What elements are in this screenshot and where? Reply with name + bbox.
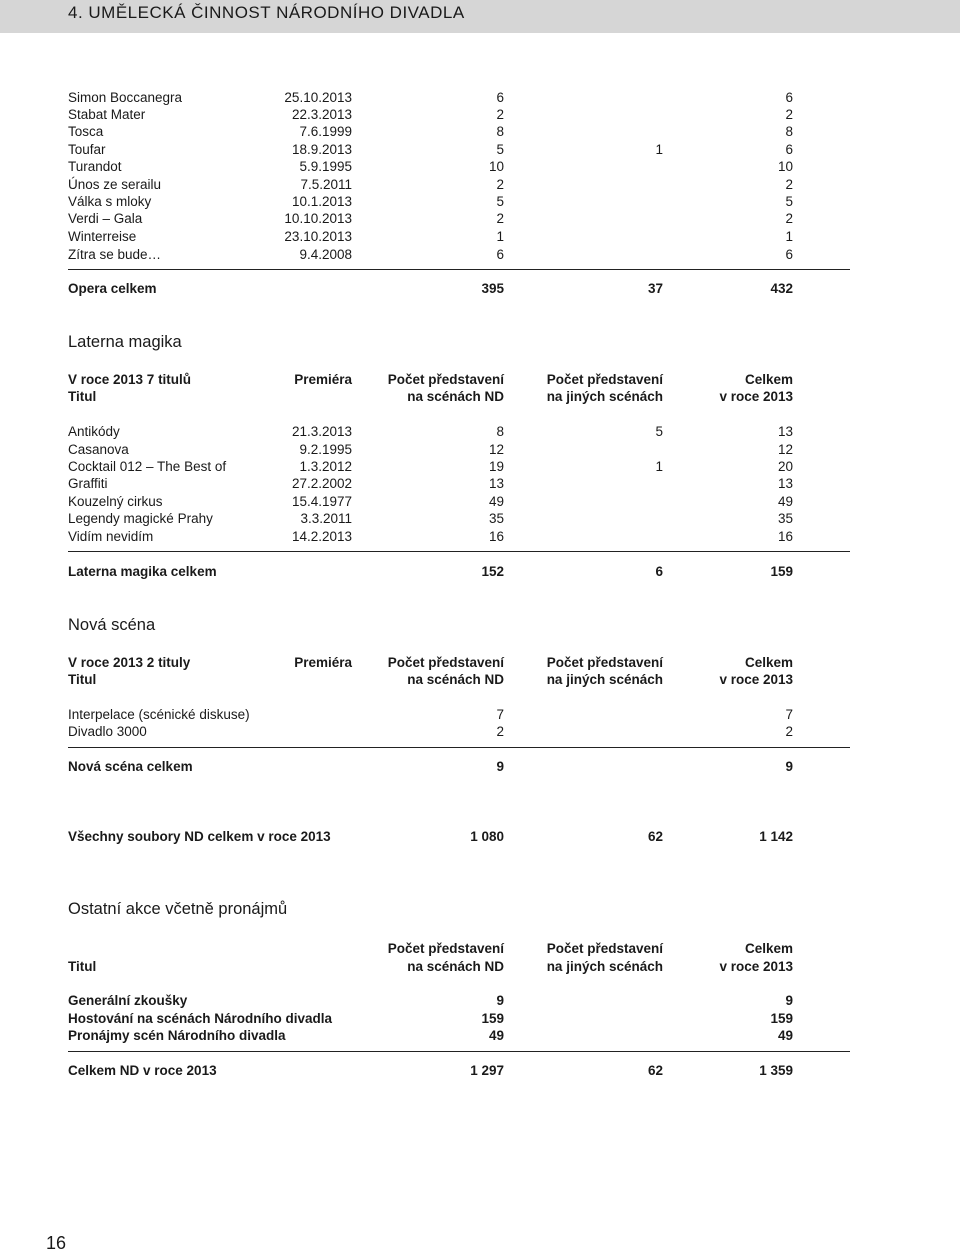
divider xyxy=(68,747,850,748)
header-premiere: Premiéra xyxy=(294,655,352,670)
header-title: Titul xyxy=(68,389,97,404)
divider xyxy=(68,1051,850,1052)
row-title: Legendy magické Prahy xyxy=(68,511,213,526)
opera-total-row xyxy=(68,280,793,297)
table-header xyxy=(68,671,793,688)
row-nd: 19 xyxy=(488,459,504,474)
total-other: 62 xyxy=(647,829,663,844)
header-other: Počet představení xyxy=(546,655,663,670)
row-premiere: 7.5.2011 xyxy=(300,177,352,192)
row-total: 9 xyxy=(785,993,793,1008)
total-label: Nová scéna celkem xyxy=(68,759,193,774)
row-premiere: 9.2.1995 xyxy=(299,442,352,457)
row-premiere: 3.3.2011 xyxy=(300,511,352,526)
row-title: Kouzelný cirkus xyxy=(68,494,163,509)
row-title: Casanova xyxy=(68,442,129,457)
table-row xyxy=(68,723,793,740)
row-nd: 2 xyxy=(496,177,504,192)
row-title: Turandot xyxy=(68,159,122,174)
row-premiere: 18.9.2013 xyxy=(291,142,352,157)
header-other: na jiných scénách xyxy=(546,389,663,404)
total-nd: 395 xyxy=(481,281,504,296)
row-nd: 6 xyxy=(496,247,504,262)
row-total: 2 xyxy=(785,724,793,739)
row-total: 1 xyxy=(785,229,793,244)
row-premiere: 15.4.1977 xyxy=(291,494,352,509)
header-count: V roce 2013 2 tituly xyxy=(68,655,191,670)
row-other: 1 xyxy=(655,459,663,474)
table-row xyxy=(68,106,793,123)
row-other: 5 xyxy=(655,424,663,439)
row-nd: 10 xyxy=(488,159,504,174)
header-nd: Počet představení xyxy=(387,655,504,670)
row-premiere: 27.2.2002 xyxy=(291,476,352,491)
header-title: Titul xyxy=(68,959,97,974)
row-title: Pronájmy scén Národního divadla xyxy=(68,1028,286,1043)
laterna-total-row xyxy=(68,563,793,580)
row-title: Graffiti xyxy=(68,476,108,491)
row-nd: 2 xyxy=(496,211,504,226)
section-title-ostatni: Ostatní akce včetně pronájmů xyxy=(68,900,288,918)
table-row xyxy=(68,176,793,193)
table-row xyxy=(68,528,793,545)
row-premiere: 1.3.2012 xyxy=(299,459,352,474)
row-title: Verdi – Gala xyxy=(68,211,143,226)
total-total: 159 xyxy=(770,564,793,579)
row-premiere: 9.4.2008 xyxy=(299,247,352,262)
row-nd: 9 xyxy=(496,993,504,1008)
header-premiere: Premiéra xyxy=(294,372,352,387)
row-nd: 12 xyxy=(488,442,504,457)
row-title: Winterreise xyxy=(68,229,137,244)
row-nd: 2 xyxy=(496,724,504,739)
total-total: 9 xyxy=(785,759,793,774)
header-other: Počet představení xyxy=(546,941,663,956)
total-label: Opera celkem xyxy=(68,281,157,296)
row-nd: 7 xyxy=(496,707,504,722)
table-row xyxy=(68,441,793,458)
header-total: v roce 2013 xyxy=(719,672,793,687)
row-title: Divadlo 3000 xyxy=(68,724,147,739)
total-total: 1 142 xyxy=(759,829,793,844)
row-title: Antikódy xyxy=(68,424,120,439)
header-nd: na scénách ND xyxy=(407,959,504,974)
header-nd: na scénách ND xyxy=(407,389,504,404)
header-other: Počet představení xyxy=(546,372,663,387)
table-row xyxy=(68,141,793,158)
row-title: Zítra se bude… xyxy=(68,247,162,262)
header-total: Celkem xyxy=(744,372,793,387)
row-total: 6 xyxy=(785,90,793,105)
row-nd: 159 xyxy=(481,1011,504,1026)
header-total: Celkem xyxy=(744,941,793,956)
grand-total-row xyxy=(68,828,793,845)
table-row xyxy=(68,158,793,175)
table-row xyxy=(68,210,793,227)
table-row xyxy=(68,193,793,210)
row-total: 49 xyxy=(777,494,793,509)
row-total: 2 xyxy=(785,177,793,192)
table-header xyxy=(68,388,793,405)
row-title: Stabat Mater xyxy=(68,107,146,122)
header-count: V roce 2013 7 titulů xyxy=(68,372,192,387)
total-other: 62 xyxy=(647,1063,663,1078)
table-row xyxy=(68,1027,793,1044)
row-total: 20 xyxy=(777,459,793,474)
row-total: 2 xyxy=(785,107,793,122)
row-total: 8 xyxy=(785,124,793,139)
row-total: 12 xyxy=(777,442,793,457)
divider xyxy=(68,551,850,552)
header-total: v roce 2013 xyxy=(719,389,793,404)
row-nd: 6 xyxy=(496,90,504,105)
row-total: 159 xyxy=(770,1011,793,1026)
row-premiere: 7.6.1999 xyxy=(299,124,352,139)
table-row xyxy=(68,89,793,106)
header-nd: Počet představení xyxy=(387,372,504,387)
row-premiere: 21.3.2013 xyxy=(291,424,352,439)
total-total: 1 359 xyxy=(759,1063,793,1078)
row-total: 7 xyxy=(785,707,793,722)
row-nd: 5 xyxy=(496,142,504,157)
row-nd: 5 xyxy=(496,194,504,209)
table-row xyxy=(68,475,793,492)
header-nd: na scénách ND xyxy=(407,672,504,687)
total-other: 37 xyxy=(647,281,663,296)
row-title: Vidím nevidím xyxy=(68,529,154,544)
total-label: Laterna magika celkem xyxy=(68,564,217,579)
row-premiere: 25.10.2013 xyxy=(284,90,352,105)
header-title: Titul xyxy=(68,672,97,687)
header-total: v roce 2013 xyxy=(719,959,793,974)
total-label: Celkem ND v roce 2013 xyxy=(68,1063,217,1078)
total-nd: 1 080 xyxy=(470,829,504,844)
row-premiere: 14.2.2013 xyxy=(291,529,352,544)
row-nd: 49 xyxy=(488,1028,504,1043)
row-total: 6 xyxy=(785,247,793,262)
table-header xyxy=(68,940,793,957)
page-number: 16 xyxy=(46,1233,67,1253)
row-nd: 35 xyxy=(488,511,504,526)
row-total: 13 xyxy=(777,424,793,439)
table-row xyxy=(68,706,793,723)
row-total: 16 xyxy=(777,529,793,544)
total-nd: 9 xyxy=(496,759,504,774)
row-total: 13 xyxy=(777,476,793,491)
table-header xyxy=(68,654,793,671)
row-other: 1 xyxy=(655,142,663,157)
row-title: Únos ze serailu xyxy=(68,177,162,192)
row-title: Cocktail 012 – The Best of xyxy=(68,459,227,474)
total-label: Všechny soubory ND celkem v roce 2013 xyxy=(68,829,331,844)
row-total: 2 xyxy=(785,211,793,226)
section-title-laterna: Laterna magika xyxy=(68,333,182,351)
total-nd: 1 297 xyxy=(470,1063,504,1078)
row-title: Generální zkoušky xyxy=(68,993,188,1008)
row-total: 49 xyxy=(777,1028,793,1043)
header-other: na jiných scénách xyxy=(546,672,663,687)
row-title: Válka s mloky xyxy=(68,194,152,209)
header-other: na jiných scénách xyxy=(546,959,663,974)
row-nd: 49 xyxy=(488,494,504,509)
row-nd: 1 xyxy=(496,229,504,244)
row-title: Tosca xyxy=(68,124,104,139)
table-row xyxy=(68,123,793,140)
row-total: 5 xyxy=(785,194,793,209)
total-other: 6 xyxy=(655,564,663,579)
divider xyxy=(68,269,850,270)
table-row xyxy=(68,510,793,527)
table-row xyxy=(68,1010,793,1027)
row-title: Interpelace (scénické diskuse) xyxy=(68,707,250,722)
total-total: 432 xyxy=(770,281,793,296)
table-row xyxy=(68,423,793,440)
table-row xyxy=(68,992,793,1009)
table-row xyxy=(68,458,793,475)
row-premiere: 10.10.2013 xyxy=(284,211,352,226)
row-title: Hostování na scénách Národního divadla xyxy=(68,1011,333,1026)
row-nd: 13 xyxy=(488,476,504,491)
row-nd: 8 xyxy=(496,124,504,139)
chapter-title: 4. UMĚLECKÁ ČINNOST NÁRODNÍHO DIVADLA xyxy=(68,3,465,22)
nova-total-row xyxy=(68,758,793,775)
row-premiere: 22.3.2013 xyxy=(291,107,352,122)
table-header xyxy=(68,958,793,975)
table-row xyxy=(68,493,793,510)
total-nd: 152 xyxy=(481,564,504,579)
row-nd: 16 xyxy=(488,529,504,544)
row-premiere: 10.1.2013 xyxy=(291,194,352,209)
section-title-nova: Nová scéna xyxy=(68,616,156,634)
row-title: Simon Boccanegra xyxy=(68,90,183,105)
table-row xyxy=(68,246,793,263)
row-total: 35 xyxy=(777,511,793,526)
header-total: Celkem xyxy=(744,655,793,670)
row-nd: 8 xyxy=(496,424,504,439)
row-total: 10 xyxy=(777,159,793,174)
row-title: Toufar xyxy=(68,142,106,157)
row-nd: 2 xyxy=(496,107,504,122)
ostatni-total-row xyxy=(68,1062,793,1079)
row-premiere: 5.9.1995 xyxy=(299,159,352,174)
row-total: 6 xyxy=(785,142,793,157)
table-header xyxy=(68,371,793,388)
table-row xyxy=(68,228,793,245)
row-premiere: 23.10.2013 xyxy=(284,229,352,244)
header-nd: Počet představení xyxy=(387,941,504,956)
